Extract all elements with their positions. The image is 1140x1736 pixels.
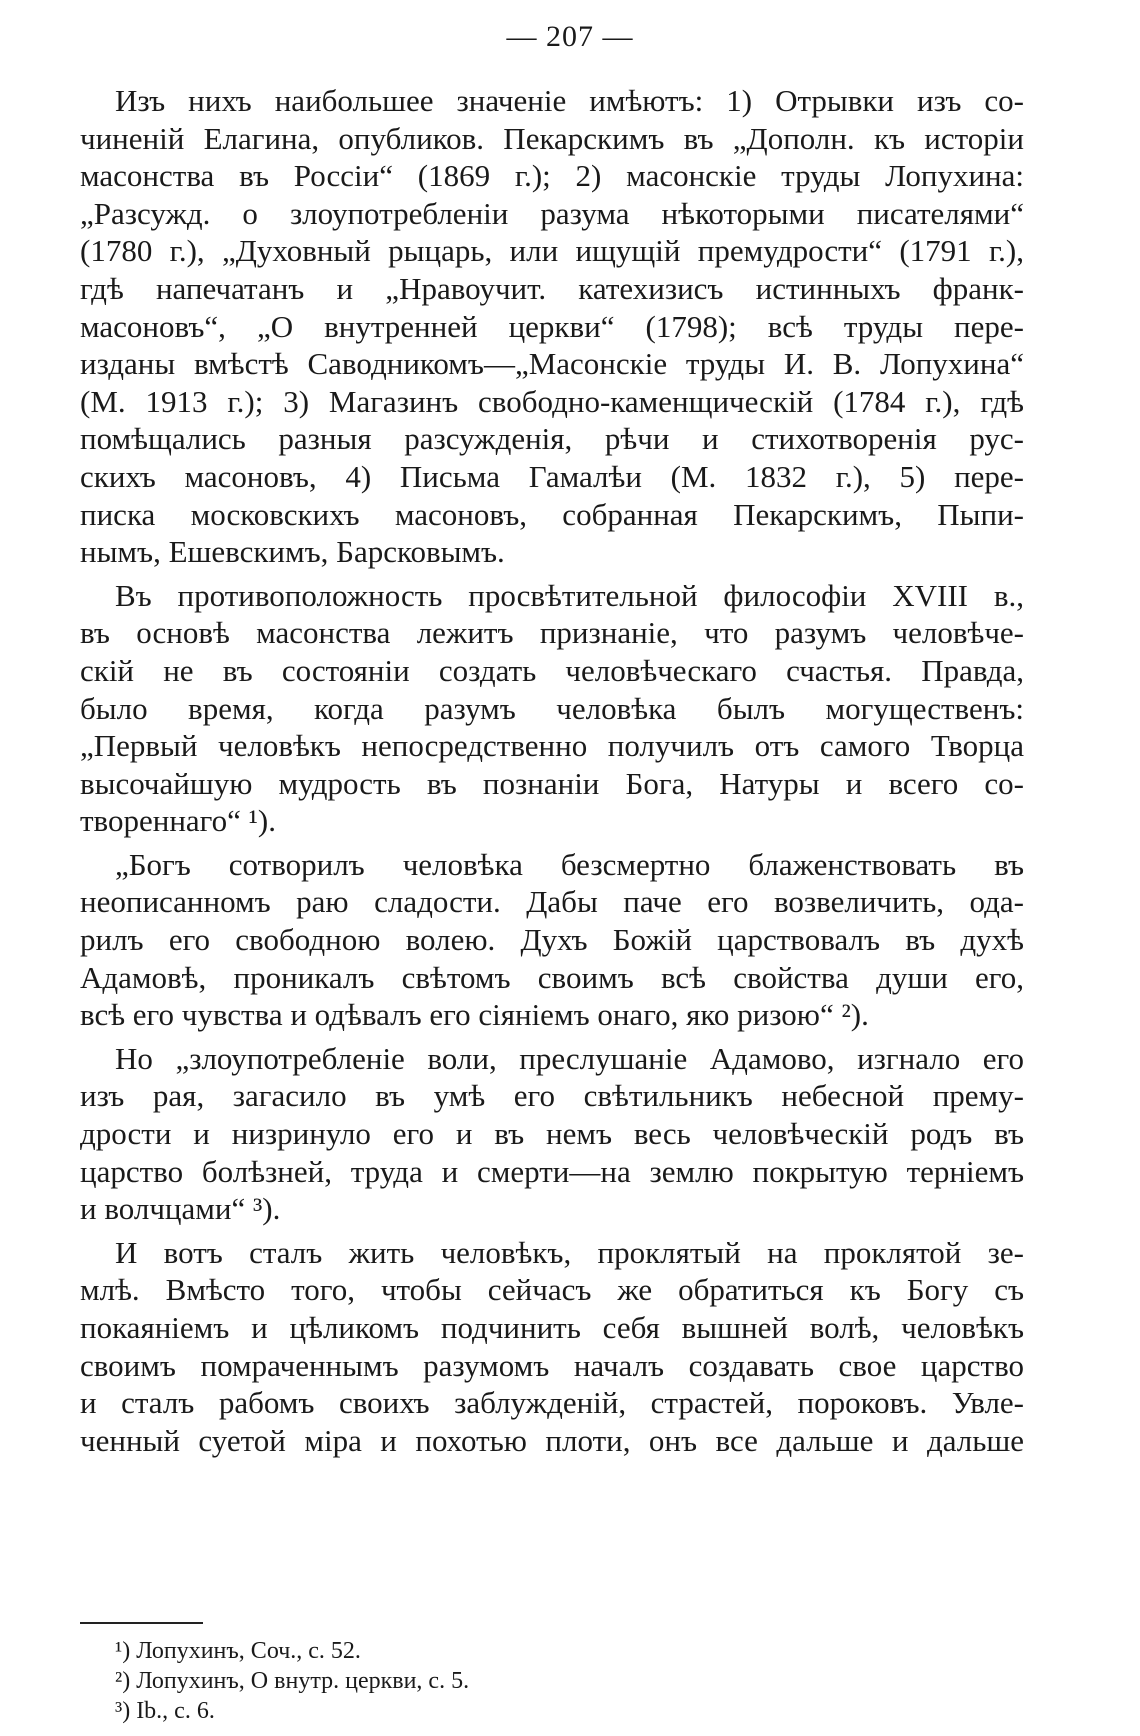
text-line: скій не въ состояніи создать человѣческаго счастья. Правда, xyxy=(80,652,1024,688)
page-number: — 207 — xyxy=(506,20,634,53)
text-line: нымъ, Ешевскимъ, Барсковымъ. xyxy=(80,534,505,570)
footnote-3: ³) Ib., с. 6. xyxy=(115,1698,215,1724)
text-line: помѣщались разныя разсужденія, рѣчи и стихотворенія рус- xyxy=(80,421,1024,457)
body-text xyxy=(80,82,1024,1459)
text-line: Изъ нихъ наибольшее значеніе имѣютъ: 1) Отрывки изъ со- xyxy=(115,83,1024,118)
text-line: гдѣ напечатанъ и „Нравоучит. катехизисъ истинныхъ франк- xyxy=(80,270,1024,306)
text-line: всѣ его чувства и одѣвалъ его сіяніемъ онаго, яко ризою“ ²). xyxy=(80,997,869,1033)
text-line: Адамовѣ, проникалъ свѣтомъ своимъ всѣ свойства души его, xyxy=(80,959,1024,995)
text-line: рилъ его свободною волею. Духъ Божій царствовалъ въ духѣ xyxy=(80,922,1024,958)
text-line: чиненій Елагина, опубликов. Пекарскимъ въ „Дополн. къ исторіи xyxy=(80,120,1024,156)
text-line: масоновъ“, „О внутренней церкви“ (1798); всѣ труды пере- xyxy=(80,308,1024,344)
text-line: млѣ. Вмѣсто того, чтобы сейчасъ же обратиться къ Богу съ xyxy=(80,1272,1024,1308)
text-line: неописанномъ раю сладости. Дабы паче его возвеличить, ода- xyxy=(80,884,1024,920)
paragraph-4 xyxy=(80,1040,1024,1228)
text-line: твореннаго“ ¹). xyxy=(80,803,276,839)
text-line: Но „злоупотребленіе воли, преслушаніе Адамово, изгнало его xyxy=(115,1040,1024,1076)
text-line: „Разсужд. о злоупотребленіи разума нѣкоторыми писателями“ xyxy=(80,195,1024,231)
text-line: и сталъ рабомъ своихъ заблужденій, страстей, пороковъ. Увле- xyxy=(80,1385,1024,1421)
paragraph-3 xyxy=(80,846,1024,1034)
footnote-2: ²) Лопухинъ, О внутр. церкви, с. 5. xyxy=(115,1668,470,1694)
text-line: (1780 г.), „Духовный рыцарь, или ищущій премудрости“ (1791 г.), xyxy=(80,233,1024,269)
text-line: и волчцами“ ³). xyxy=(80,1191,281,1227)
text-line: своимъ помраченнымъ разумомъ началъ создавать свое царство xyxy=(80,1347,1024,1383)
text-line: покаяніемъ и цѣликомъ подчинить себя вышней волѣ, человѣкъ xyxy=(80,1310,1024,1345)
text-line: изъ рая, загасило въ умѣ его свѣтильникъ небесной прему- xyxy=(80,1078,1024,1114)
footnote-1: ¹) Лопухинъ, Соч., с. 52. xyxy=(115,1638,361,1664)
text-line: „Богъ сотворилъ человѣка безсмертно блаженствовать въ xyxy=(115,846,1024,882)
text-line: скихъ масоновъ, 4) Письма Гамалѣи (М. 1832 г.), 5) пере- xyxy=(80,458,1024,494)
text-line: въ основѣ масонства лежитъ признаніе, что разумъ человѣче- xyxy=(80,615,1024,651)
text-line: Въ противоположность просвѣтительной философіи XVIII в., xyxy=(115,577,1024,613)
footnote-separator xyxy=(80,1622,203,1624)
text-line: „Первый человѣкъ непосредственно получилъ отъ самого Творца xyxy=(80,728,1024,764)
text-line: было время, когда разумъ человѣка былъ могущественъ: xyxy=(80,690,1024,726)
paragraph-2 xyxy=(80,577,1024,840)
paragraph-1 xyxy=(80,82,1024,571)
text-line: (М. 1913 г.); 3) Магазинъ свободно-каменщическій (1784 г.), гдѣ xyxy=(80,383,1024,419)
footnotes xyxy=(115,1636,469,1726)
text-line: И вотъ сталъ жить человѣкъ, проклятый на проклятой зе- xyxy=(115,1234,1024,1270)
paragraph-5 xyxy=(80,1234,1024,1460)
text-line: изданы вмѣстѣ Саводникомъ—„Масонскіе труды И. В. Лопухина“ xyxy=(80,346,1024,382)
text-line: ченный суетой міра и похотью плоти, онъ все дальше и дальше xyxy=(80,1422,1024,1458)
text-line: высочайшую мудрость въ познаніи Бога, Натуры и всего со- xyxy=(80,765,1024,801)
text-line: царство болѣзней, труда и смерти—на землю покрытую терніемъ xyxy=(80,1153,1024,1189)
text-line: писка московскихъ масоновъ, собранная Пекарскимъ, Пыпи- xyxy=(80,496,1024,532)
text-line: дрости и низринуло его и въ немъ весь человѣческій родъ въ xyxy=(80,1116,1024,1152)
text-line: масонства въ Россіи“ (1869 г.); 2) масонскіе труды Лопухина: xyxy=(80,158,1024,194)
